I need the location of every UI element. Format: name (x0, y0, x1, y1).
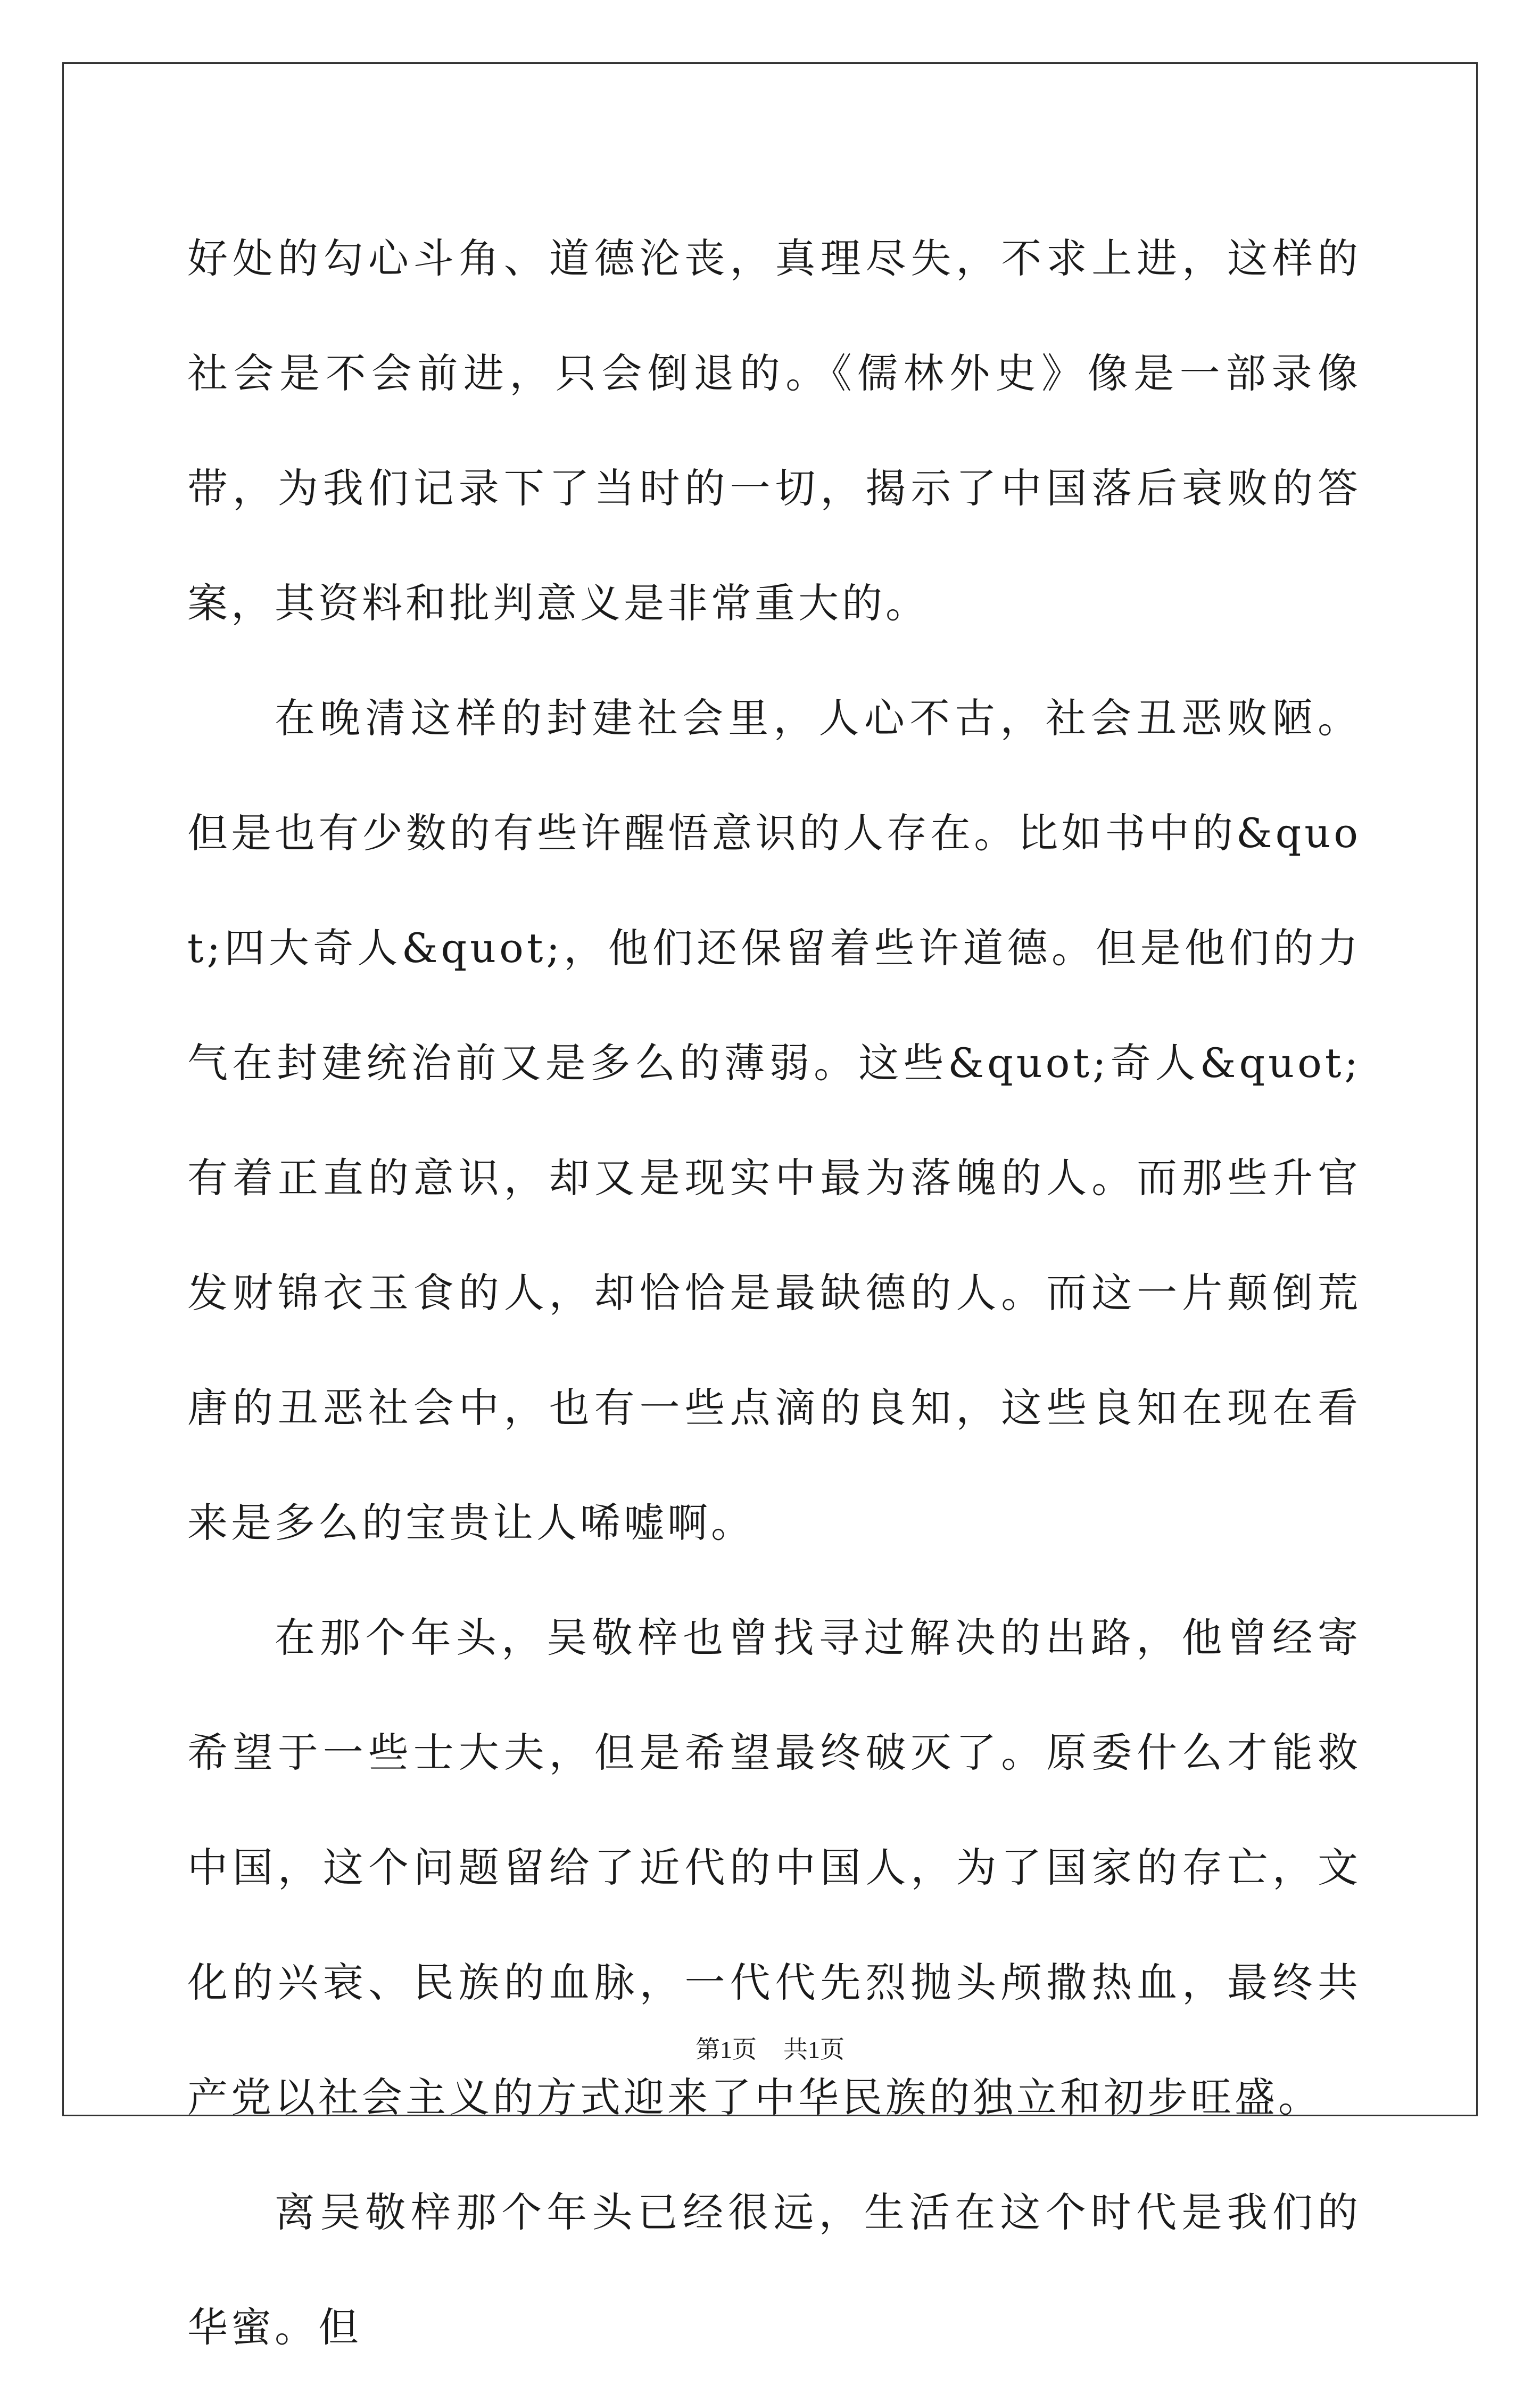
paragraph: 在晚清这样的封建社会里，人心不古，社会丑恶败陋。但是也有少数的有些许醒悟意识的人存在。比如书中的&quot;四大奇人&quot;，他们还保留着些许道德。但是他们的力气在封建统治前又是多么的薄弱。这些&quot;奇人&quot;有着正直的意识，却又是现实中最为落魄的人。而那些升官发财锦衣玉食的人，却恰恰是最缺德的人。而这一片颠倒荒唐的丑恶社会中，也有一些点滴的良知，这些良知在现在看来是多么的宝贵让人唏嘘啊。 (187, 694, 1361, 1546)
page-number-current: 第1页 (696, 2036, 757, 2063)
page-footer (0, 2030, 1540, 2065)
paragraph-continued: 好处的勾心斗角、道德沦丧，真理尽失，不求上进，这样的社会是不会前进，只会倒退的。《儒林外史》像是一部录像带，为我们记录下了当时的一切，揭示了中国落后衰败的答案，其资料和批判意义是非常重大的。 (187, 235, 1361, 627)
paragraph: 在那个年头，吴敬梓也曾找寻过解决的出路，他曾经寄希望于一些士大夫，但是希望最终破灭了。原委什么才能救中国，这个问题留给了近代的中国人，为了国家的存亡，文化的兴衰、民族的血脉，一代代先烈抛头颅撒热血，最终共产党以社会主义的方式迎来了中华民族的独立和初步旺盛。 (187, 1614, 1361, 2121)
page-number-total: 共1页 (783, 2036, 844, 2063)
paragraph: 离吴敬梓那个年头已经很远，生活在这个时代是我们的华蜜。但 (187, 2189, 1361, 2351)
